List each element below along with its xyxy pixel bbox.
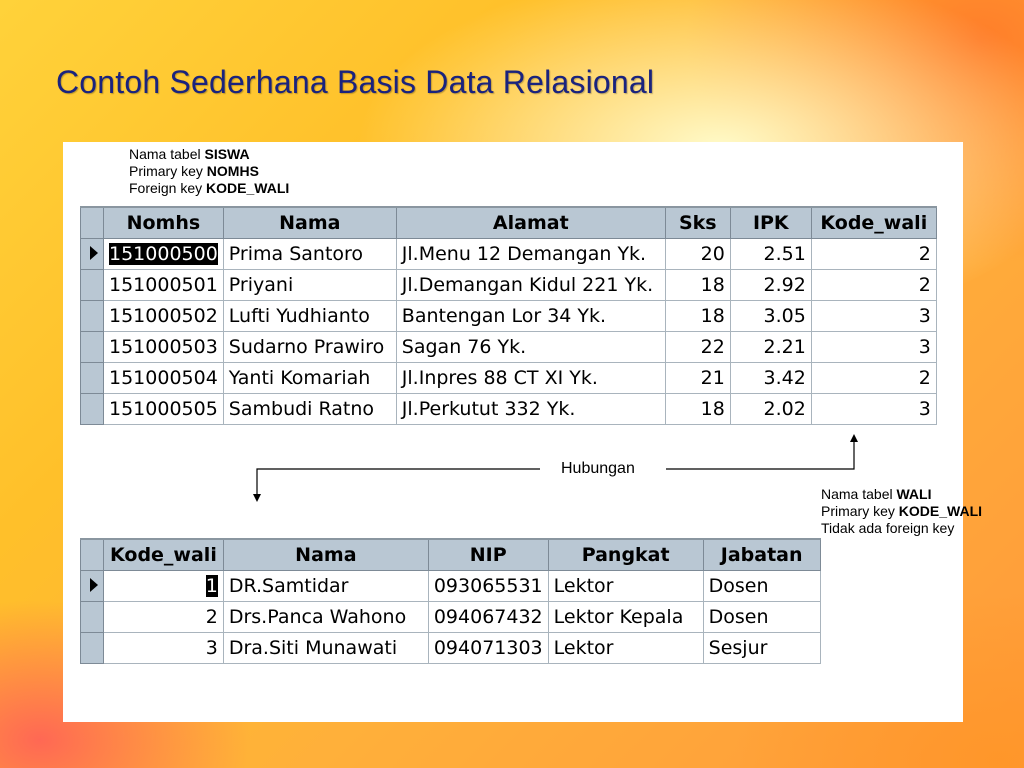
table-row[interactable] [81,602,821,633]
table-cell[interactable] [104,571,224,602]
table-cell[interactable]: 21 [665,363,730,394]
siswa-primary-key-label: Primary key [129,163,207,179]
table-row[interactable] [81,633,821,664]
wali-primary-key-label: Primary key [821,503,899,519]
relationship-label: Hubungan [557,460,639,478]
table-cell[interactable]: 20 [665,239,730,270]
table-cell[interactable]: 3 [811,301,936,332]
table-cell[interactable]: Sudarno Prawiro [223,332,396,363]
table-cell[interactable]: Dosen [703,571,820,602]
selected-cell-text: 1 [205,575,218,597]
table-cell[interactable]: DR.Samtidar [223,571,428,602]
wali-primary-key-line [821,503,982,520]
table-cell[interactable]: Jl.Menu 12 Demangan Yk. [396,239,665,270]
table-cell[interactable]: 3 [104,633,224,664]
table-cell[interactable]: Drs.Panca Wahono [223,602,428,633]
table-cell[interactable]: 151000501 [104,270,224,301]
table-cell[interactable]: 151000503 [104,332,224,363]
table-cell[interactable]: 2.51 [730,239,811,270]
siswa-foreign-key-value: KODE_WALI [206,180,290,196]
table-cell[interactable]: Bantengan Lor 34 Yk. [396,301,665,332]
current-row-icon [90,578,98,592]
table-cell[interactable]: 151000505 [104,394,224,425]
siswa-foreign-key-label: Foreign key [129,180,207,196]
column-header[interactable]: Nama [223,539,428,571]
siswa-table-name-label: Nama tabel [129,146,205,162]
column-header[interactable]: Sks [665,207,730,239]
wali-primary-key-value: KODE_WALI [898,503,983,519]
column-header[interactable]: Jabatan [703,539,820,571]
table-cell[interactable]: 3 [811,332,936,363]
wali-table-name-value: WALI [896,486,932,502]
table-cell[interactable]: 2.21 [730,332,811,363]
table-cell[interactable]: Priyani [223,270,396,301]
table-cell[interactable]: Jl.Perkutut 332 Yk. [396,394,665,425]
table-cell[interactable]: Yanti Komariah [223,363,396,394]
wali-table-name-label: Nama tabel [821,486,897,502]
table-cell[interactable]: 2.92 [730,270,811,301]
table-cell[interactable]: Sagan 76 Yk. [396,332,665,363]
table-row[interactable] [81,571,821,602]
table-cell[interactable]: Dra.Siti Munawati [223,633,428,664]
wali-table-info [821,486,982,537]
table-cell[interactable]: 2 [811,363,936,394]
table-cell[interactable]: Lektor Kepala [548,602,703,633]
column-header[interactable]: NIP [428,539,548,571]
table-cell[interactable]: Prima Santoro [223,239,396,270]
table-cell[interactable]: Sambudi Ratno [223,394,396,425]
table-cell[interactable]: 2 [811,239,936,270]
row-selector-header [81,539,104,571]
table-cell[interactable]: 22 [665,332,730,363]
wali-table [80,538,821,664]
wali-header-row [81,539,821,571]
wali-table-name-line [821,486,982,503]
table-cell[interactable]: 2.02 [730,394,811,425]
slide-title: Contoh Sederhana Basis Data Relasional [56,64,655,100]
row-selector[interactable] [81,633,104,664]
row-selector[interactable] [81,571,104,602]
table-cell[interactable]: 2 [811,270,936,301]
table-cell[interactable]: 3.05 [730,301,811,332]
connector-line-right [666,440,854,469]
table-cell[interactable]: 151000504 [104,363,224,394]
table-cell[interactable]: 18 [665,270,730,301]
table-cell[interactable]: 18 [665,301,730,332]
table-cell[interactable]: 2 [104,602,224,633]
table-cell[interactable]: Lufti Yudhianto [223,301,396,332]
column-header[interactable]: Nomhs [104,207,224,239]
table-cell[interactable]: 094067432 [428,602,548,633]
column-header[interactable]: IPK [730,207,811,239]
column-header[interactable]: Kode_wali [811,207,936,239]
column-header[interactable]: Kode_wali [104,539,224,571]
table-cell[interactable]: Dosen [703,602,820,633]
column-header[interactable]: Nama [223,207,396,239]
selected-cell-text: 151000500 [109,243,218,265]
table-cell[interactable]: 3.42 [730,363,811,394]
table-cell[interactable]: Lektor [548,571,703,602]
table-cell[interactable]: 18 [665,394,730,425]
connector-line-left [257,469,540,495]
siswa-primary-key-value: NOMHS [206,163,259,179]
wali-foreign-key-note: Tidak ada foreign key [821,520,955,536]
table-cell[interactable]: Lektor [548,633,703,664]
arrow-down-icon [253,494,261,502]
table-cell[interactable]: 093065531 [428,571,548,602]
row-selector[interactable] [81,602,104,633]
siswa-table-name-value: SISWA [204,146,250,162]
arrow-up-icon [850,434,858,442]
table-cell[interactable]: 151000502 [104,301,224,332]
table-cell[interactable]: Jl.Demangan Kidul 221 Yk. [396,270,665,301]
column-header[interactable]: Alamat [396,207,665,239]
column-header[interactable]: Pangkat [548,539,703,571]
table-cell[interactable]: Jl.Inpres 88 CT XI Yk. [396,363,665,394]
table-cell[interactable]: 094071303 [428,633,548,664]
table-cell[interactable]: Sesjur [703,633,820,664]
table-cell[interactable]: 3 [811,394,936,425]
